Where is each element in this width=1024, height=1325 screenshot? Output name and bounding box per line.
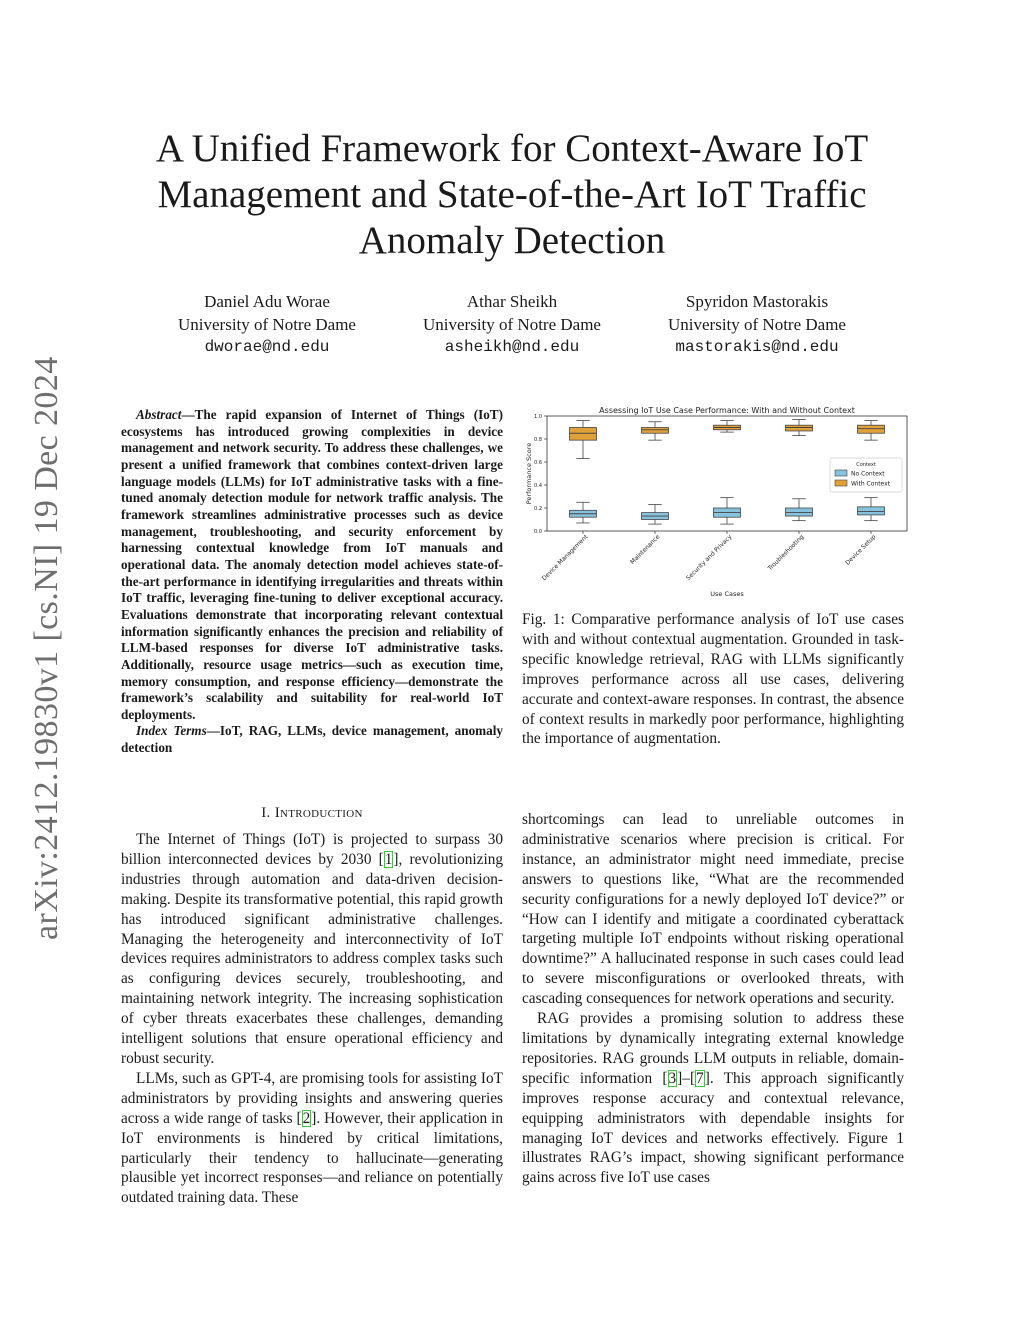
box-with-context [570, 428, 597, 441]
citation-link[interactable]: 7 [696, 1069, 704, 1087]
paragraph: shortcomings can lead to unreliable outcomes in administrative scenarios where precision is critical. For instance, an administrator might need immediate, precise answers to questions like, “What are the recommended security configurations for a newly deployed IoT device?” or “How can I identify and mitigate a coordinated cyberattack targeting multiple IoT endpoints without risking operational downtime?” A hallucinated response in such cases could lead to severe misconfigurations or overlooked threats, with cascading consequences for network operations and security. [522, 811, 904, 1008]
legend-label: With Context [851, 480, 891, 488]
abstract-text: —The rapid expansion of Internet of Things (IoT) ecosystems has introduced growing complexities in device management and network security. To address these challenges, we present a unified framework that combines context-driven large language models (LLMs) for IoT administrative tasks with a fine-tuned anomaly detection module for network traffic analysis. The framework streamlines administrative processes such as device management, troubleshooting, and security enforcement by harnessing contextual knowledge from IoT manuals and operational data. The anomaly detection model achieves state-of-the-art performance in identifying irregularities and threats within IoT traffic, leveraging fine-tuning to deliver exceptional accuracy. Evaluations demonstrate that incorporating relevant contextual information significantly enhances the precision and reliability of LLM-based responses for diverse IoT administrative tasks. Additionally, resource usage metrics—such as execution time, memory consumption, and response efficiency—demonstrate the framework’s scalability and suitability for real-world IoT deployments. [121, 407, 503, 722]
y-tick-label: 0.0 [534, 529, 542, 535]
paragraph: LLMs, such as GPT-4, are promising tools for assisting IoT administrators by providing insights and answering queries across a wide range of tasks [2]. However, their application in IoT environments is hindered by critical limitations, particularly their tendency to hallucinate—generating plausible yet incorrect responses—and reliance on potentially outdated training data. These [121, 1069, 503, 1207]
box-with-context [786, 425, 813, 431]
author-3 [627, 290, 887, 359]
y-tick-label: 1.0 [534, 414, 542, 420]
citation-link[interactable]: 1 [384, 850, 393, 868]
index-terms-label: Index Terms [136, 723, 207, 739]
author-email[interactable]: asheikh@nd.edu [444, 338, 580, 356]
author-1 [137, 290, 397, 359]
figure-1-chart [520, 403, 910, 603]
x-axis-label: Use Cases [710, 590, 744, 598]
arxiv-id-text: arXiv:2412.19830v1 [cs.NI] 19 Dec 2024 [28, 356, 65, 940]
citation-link[interactable]: 2 [302, 1109, 311, 1127]
author-name: Daniel Adu Worae [204, 292, 330, 311]
section-title: Introduction [274, 805, 363, 821]
intro-right-column [522, 810, 904, 1188]
index-terms-text: —IoT, RAG, LLMs, device management, anomaly detection [121, 723, 503, 756]
y-tick-label: 0.2 [534, 506, 542, 512]
legend-swatch [835, 470, 847, 476]
paragraph: RAG provides a promising solution to address these limitations by dynamically integrating external knowledge repositories. RAG grounds LLM outputs in reliable, domain-specific information [3]–[7]. This approach significantly improves response accuracy and contextual relevance, equipping administrators with dependable insights for managing IoT devices and networks effectively. Figure 1 illustrates RAG’s impact, showing significant performance gains across five IoT use cases [522, 1010, 904, 1187]
boxplot-svg [520, 403, 910, 603]
legend-title: Context [856, 462, 876, 468]
legend-label: No Context [851, 470, 885, 478]
legend-swatch [835, 480, 847, 486]
paper-title: A Unified Framework for Context-Aware IoT Management and State-of-the-Art IoT Traffic Anomaly Detection [155, 127, 869, 262]
box-no-context [786, 508, 813, 516]
y-tick-label: 0.6 [534, 460, 542, 466]
author-name: Spyridon Mastorakis [685, 292, 829, 311]
author-affiliation: University of Notre Dame [178, 315, 356, 334]
author-email[interactable]: mastorakis@nd.edu [675, 338, 839, 356]
box-with-context [642, 428, 669, 434]
x-tick-label: Security and Privacy [684, 533, 734, 582]
author-affiliation: University of Notre Dame [668, 315, 846, 334]
section-number: I. [261, 805, 271, 821]
box-with-context [858, 425, 885, 433]
y-tick-label: 0.8 [534, 437, 542, 443]
figure-caption: Fig. 1: Comparative performance analysis of IoT use cases with and without contextual augmentation. Grounded in task-specific knowledge retrieval, RAG with LLMs significantly improves performance across all use cases, delivering accurate and context-aware responses. In contrast, the absence of context results in markedly poor performance, highlighting the importance of augmentation. [522, 611, 904, 748]
abstract [121, 407, 503, 757]
section-heading [121, 805, 503, 822]
x-tick-label: Troubleshooting [766, 533, 806, 573]
paragraph: The Internet of Things (IoT) is projected to surpass 30 billion interconnected devices by 2030 [1], revolutionizing industries through automation and data-driven decision-making. Despite its transformative potential, this rapid growth has introduced significant administrative challenges. Managing the heterogeneity and interconnectivity of IoT devices requires administrators to address complex tasks such as configuring devices securely, troubleshooting, and maintaining network integrity. The increasing sophistication of cyber threats exacerbates these challenges, demanding intelligent solutions that ensure operational efficiency and robust security. [121, 831, 503, 1067]
y-tick-label: 0.4 [534, 483, 542, 489]
box-no-context [858, 507, 885, 515]
citation-link[interactable]: 3 [668, 1069, 677, 1087]
author-email[interactable]: dworae@nd.edu [204, 338, 330, 356]
y-axis-label: Performance Score [525, 442, 533, 505]
x-tick-label: Maintenance [629, 533, 662, 566]
author-2 [382, 290, 642, 359]
abstract-label: Abstract [136, 407, 182, 422]
chart-title: Assessing IoT Use Case Performance: With and Without Context [599, 406, 855, 415]
x-tick-label: Device Setup [844, 533, 878, 567]
author-name: Athar Sheikh [466, 292, 558, 311]
x-tick-label: Device Management [540, 533, 590, 583]
author-affiliation: University of Notre Dame [423, 315, 601, 334]
intro-left-column [121, 830, 503, 1208]
